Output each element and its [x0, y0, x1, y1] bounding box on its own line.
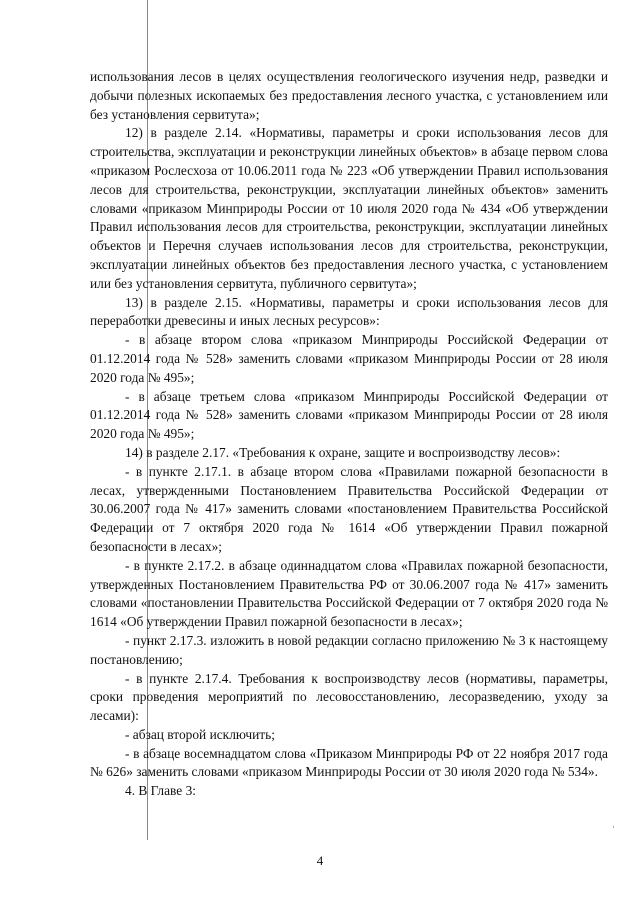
paragraph-item-13: 13) в разделе 2.15. «Нормативы, параметры и сроки использования лесов для переработки древесины и иных лесных ресурсов»: — [90, 294, 608, 329]
paragraph-item-13-paragraph-2: - в абзаце втором слова «приказом Минприроды Российской Федерации от 01.12.2014 года № 528» заменить словами «приказом Минприроды России от 28 июля 2020 года № 495»; — [90, 332, 608, 385]
scan-speck: · — [612, 822, 615, 832]
paragraph-item-12: 12) в разделе 2.14. «Нормативы, параметры и сроки использования лесов для строительства, эксплуатации и реконструкции линейных объектов» в абзаце первом слова «приказом Рослесхоза от 10.06.2011 года № 223 «Об утверждении Правил использования лесов для строительства, реконструкции, эксплуатации линейных объектов» заменить словами «приказом Минприроды России от 10 июля 2020 года № 434 «Об утверждении Правил использования лесов для строительства, реконструкции, эксплуатации линейных объектов и Перечня случаев использования лесов для строительства, реконструкции, эксплуатации линейных объектов без предоставления лесного участка, с установлением или без установления сервитута, публичного сервитута»; — [90, 125, 608, 291]
page-number: 4 — [316, 853, 324, 868]
paragraph-item-14-2-17-4-replace: - в абзаце восемнадцатом слова «Приказом Минприроды РФ от 22 ноября 2017 года № 626» заменить словами «приказом Минприроды России от 30 июля 2020 года № 534». — [90, 745, 608, 780]
paragraph-item-14-2-17-1: - в пункте 2.17.1. в абзаце втором слова «Правилами пожарной безопасности в лесах, утвержденными Постановлением Правительства Российской Федерации от 30.06.2007 года № 417» заменить словами «постановлением Правительства Российской Федерации от 7 октября 2020 года № 1614 «Об утверждении Правил пожарной безопасности в лесах»; — [90, 463, 608, 554]
paragraph-item-14-2-17-2: - в пункте 2.17.2. в абзаце одиннадцатом слова «Правилах пожарной безопасности, утвержденных Постановлением Правительства РФ от 30.06.2007 года № 417» заменить словами «постановлении Правительства Российской Федерации от 7 октября 2020 года № 1614 «Об утверждении Правил пожарной безопасности в лесах»; — [90, 557, 608, 630]
paragraph-item-14-2-17-3: - пункт 2.17.3. изложить в новой редакции согласно приложению № 3 к настоящему постановлению; — [90, 632, 608, 667]
paragraph-item-13-paragraph-3: - в абзаце третьем слова «приказом Минприроды Российской Федерации от 01.12.2014 года № 528» заменить словами «приказом Минприроды России от 28 июля 2020 года № 495»; — [90, 388, 608, 442]
paragraph-item-14-2-17-4: - в пункте 2.17.4. Требования к воспроизводству лесов (нормативы, параметры, сроки проведения мероприятий по лесовосстановлению, лесоразведению, уходу за лесами): — [90, 670, 608, 724]
paragraph-item-14-2-17-4-exclude: - абзац второй исключить; — [125, 726, 275, 742]
document-body — [90, 68, 608, 801]
section-heading-chapter-3: 4. В Главе 3: — [125, 783, 196, 799]
paragraph-continuation: использования лесов в целях осуществления геологического изучения недр, разведки и добычи полезных ископаемых без предоставления лесного участка, с установлением или без установления сервитута»; — [90, 69, 608, 122]
paragraph-item-14: 14) в разделе 2.17. «Требования к охране, защите и воспроизводству лесов»: — [125, 444, 561, 460]
